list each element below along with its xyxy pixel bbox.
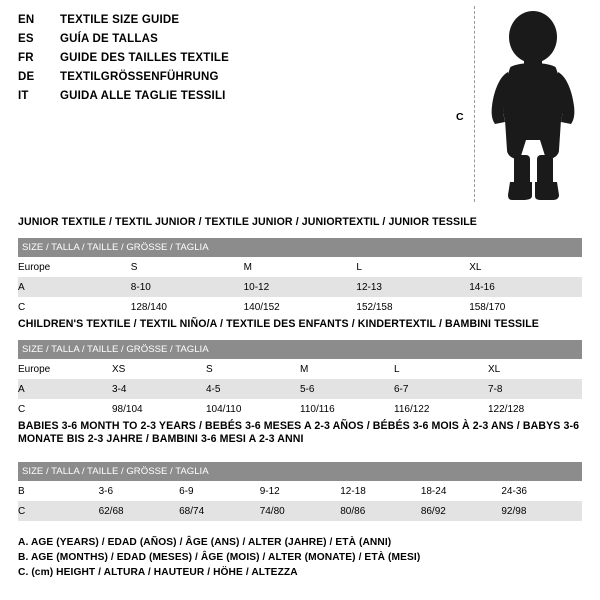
language-title-list: [18, 14, 438, 109]
language-row: [18, 90, 438, 107]
table-row: [18, 359, 582, 379]
table-header-label: SIZE / TALLA / TAILLE / GRÖSSE / TAGLIA: [18, 340, 582, 359]
cell: 68/74: [179, 501, 260, 521]
legend-block: [18, 535, 420, 580]
language-title-en: TEXTILE SIZE GUIDE: [60, 14, 180, 26]
section-title-junior: JUNIOR TEXTILE / TEXTIL JUNIOR / TEXTILE JUNIOR / JUNIORTEXTIL / JUNIOR TESSILE: [18, 216, 477, 228]
cell: 110/116: [300, 399, 394, 419]
table-header-label: SIZE / TALLA / TAILLE / GRÖSSE / TAGLIA: [18, 238, 582, 257]
toddler-silhouette-icon: [480, 10, 590, 205]
cell: 74/80: [260, 501, 341, 521]
row-label: Europe: [18, 257, 131, 277]
cell: 3-4: [112, 379, 206, 399]
row-label: C: [18, 501, 99, 521]
cell: XS: [112, 359, 206, 379]
language-code-de: DE: [18, 71, 35, 83]
cell: 122/128: [488, 399, 582, 419]
table-row: [18, 277, 582, 297]
legend-line-b: B. AGE (MONTHS) / EDAD (MESES) / ÂGE (MOIS) / ALTER (MONATE) / ETÀ (MESI): [18, 552, 421, 563]
row-label: C: [18, 297, 131, 317]
cell: S: [131, 257, 244, 277]
size-table-junior: [18, 238, 582, 317]
cell: 8-10: [131, 277, 244, 297]
language-row: [18, 71, 438, 88]
row-label: A: [18, 379, 112, 399]
language-title-de: TEXTILGRÖSSENFÜHRUNG: [60, 71, 219, 83]
cell: 12-13: [356, 277, 469, 297]
cell: 140/152: [244, 297, 357, 317]
language-code-fr: FR: [18, 52, 34, 64]
cell: 158/170: [469, 297, 582, 317]
table-header-row: [18, 340, 582, 359]
cell: M: [300, 359, 394, 379]
language-row: [18, 33, 438, 50]
cell: 3-6: [99, 481, 180, 501]
section-title-children: CHILDREN'S TEXTILE / TEXTIL NIÑO/A / TEXTILE DES ENFANTS / KINDERTEXTIL / BAMBINI TESSILE: [18, 318, 539, 330]
row-label: B: [18, 481, 99, 501]
cell: 10-12: [244, 277, 357, 297]
language-title-es: GUÍA DE TALLAS: [60, 33, 158, 45]
cell: 152/158: [356, 297, 469, 317]
table-row: [18, 481, 582, 501]
table-row: [18, 501, 582, 521]
cell: S: [206, 359, 300, 379]
cell: L: [394, 359, 488, 379]
legend-line-c: C. (cm) HEIGHT / ALTURA / HAUTEUR / HÖHE / ALTEZZA: [18, 567, 298, 578]
cell: 5-6: [300, 379, 394, 399]
cell: 12-18: [340, 481, 421, 501]
cell: 86/92: [421, 501, 502, 521]
row-label: Europe: [18, 359, 112, 379]
cell: 80/86: [340, 501, 421, 521]
table-header-row: [18, 238, 582, 257]
cell: 128/140: [131, 297, 244, 317]
measure-dashed-line: [474, 6, 475, 202]
cell: L: [356, 257, 469, 277]
cell: 7-8: [488, 379, 582, 399]
language-code-it: IT: [18, 90, 29, 102]
table-row: [18, 297, 582, 317]
language-code-es: ES: [18, 33, 34, 45]
cell: XL: [469, 257, 582, 277]
size-table-babies: [18, 462, 582, 521]
cell: 6-9: [179, 481, 260, 501]
row-label: A: [18, 277, 131, 297]
table-row: [18, 257, 582, 277]
height-measure-figure: [440, 6, 595, 206]
cell: 4-5: [206, 379, 300, 399]
measure-label-c: C: [456, 111, 464, 123]
cell: XL: [488, 359, 582, 379]
size-table-children: [18, 340, 582, 419]
row-label: C: [18, 399, 112, 419]
language-title-it: GUIDA ALLE TAGLIE TESSILI: [60, 90, 226, 102]
cell: 62/68: [99, 501, 180, 521]
cell: 6-7: [394, 379, 488, 399]
cell: 18-24: [421, 481, 502, 501]
cell: 116/122: [394, 399, 488, 419]
cell: 98/104: [112, 399, 206, 419]
language-code-en: EN: [18, 14, 35, 26]
cell: 14-16: [469, 277, 582, 297]
table-row: [18, 379, 582, 399]
legend-line-a: A. AGE (YEARS) / EDAD (AÑOS) / ÂGE (ANS) / ALTER (JAHRE) / ETÀ (ANNI): [18, 537, 392, 548]
cell: 92/98: [501, 501, 582, 521]
table-header-row: [18, 462, 582, 481]
section-title-babies: BABIES 3-6 MONTH TO 2-3 YEARS / BEBÉS 3-6 MESES A 2-3 AÑOS / BÉBÉS 3-6 MOIS À 2-3 ANS / BABYS 3-6 MONATE BIS 2-3 JAHRE / BAMBINI 3-6 MESI A 2-3 ANNI: [18, 420, 580, 445]
table-header-label: SIZE / TALLA / TAILLE / GRÖSSE / TAGLIA: [18, 462, 582, 481]
cell: 24-36: [501, 481, 582, 501]
language-row: [18, 52, 438, 69]
cell: 104/110: [206, 399, 300, 419]
table-row: [18, 399, 582, 419]
language-row: [18, 14, 438, 31]
cell: M: [244, 257, 357, 277]
cell: 9-12: [260, 481, 341, 501]
language-title-fr: GUIDE DES TAILLES TEXTILE: [60, 52, 229, 64]
